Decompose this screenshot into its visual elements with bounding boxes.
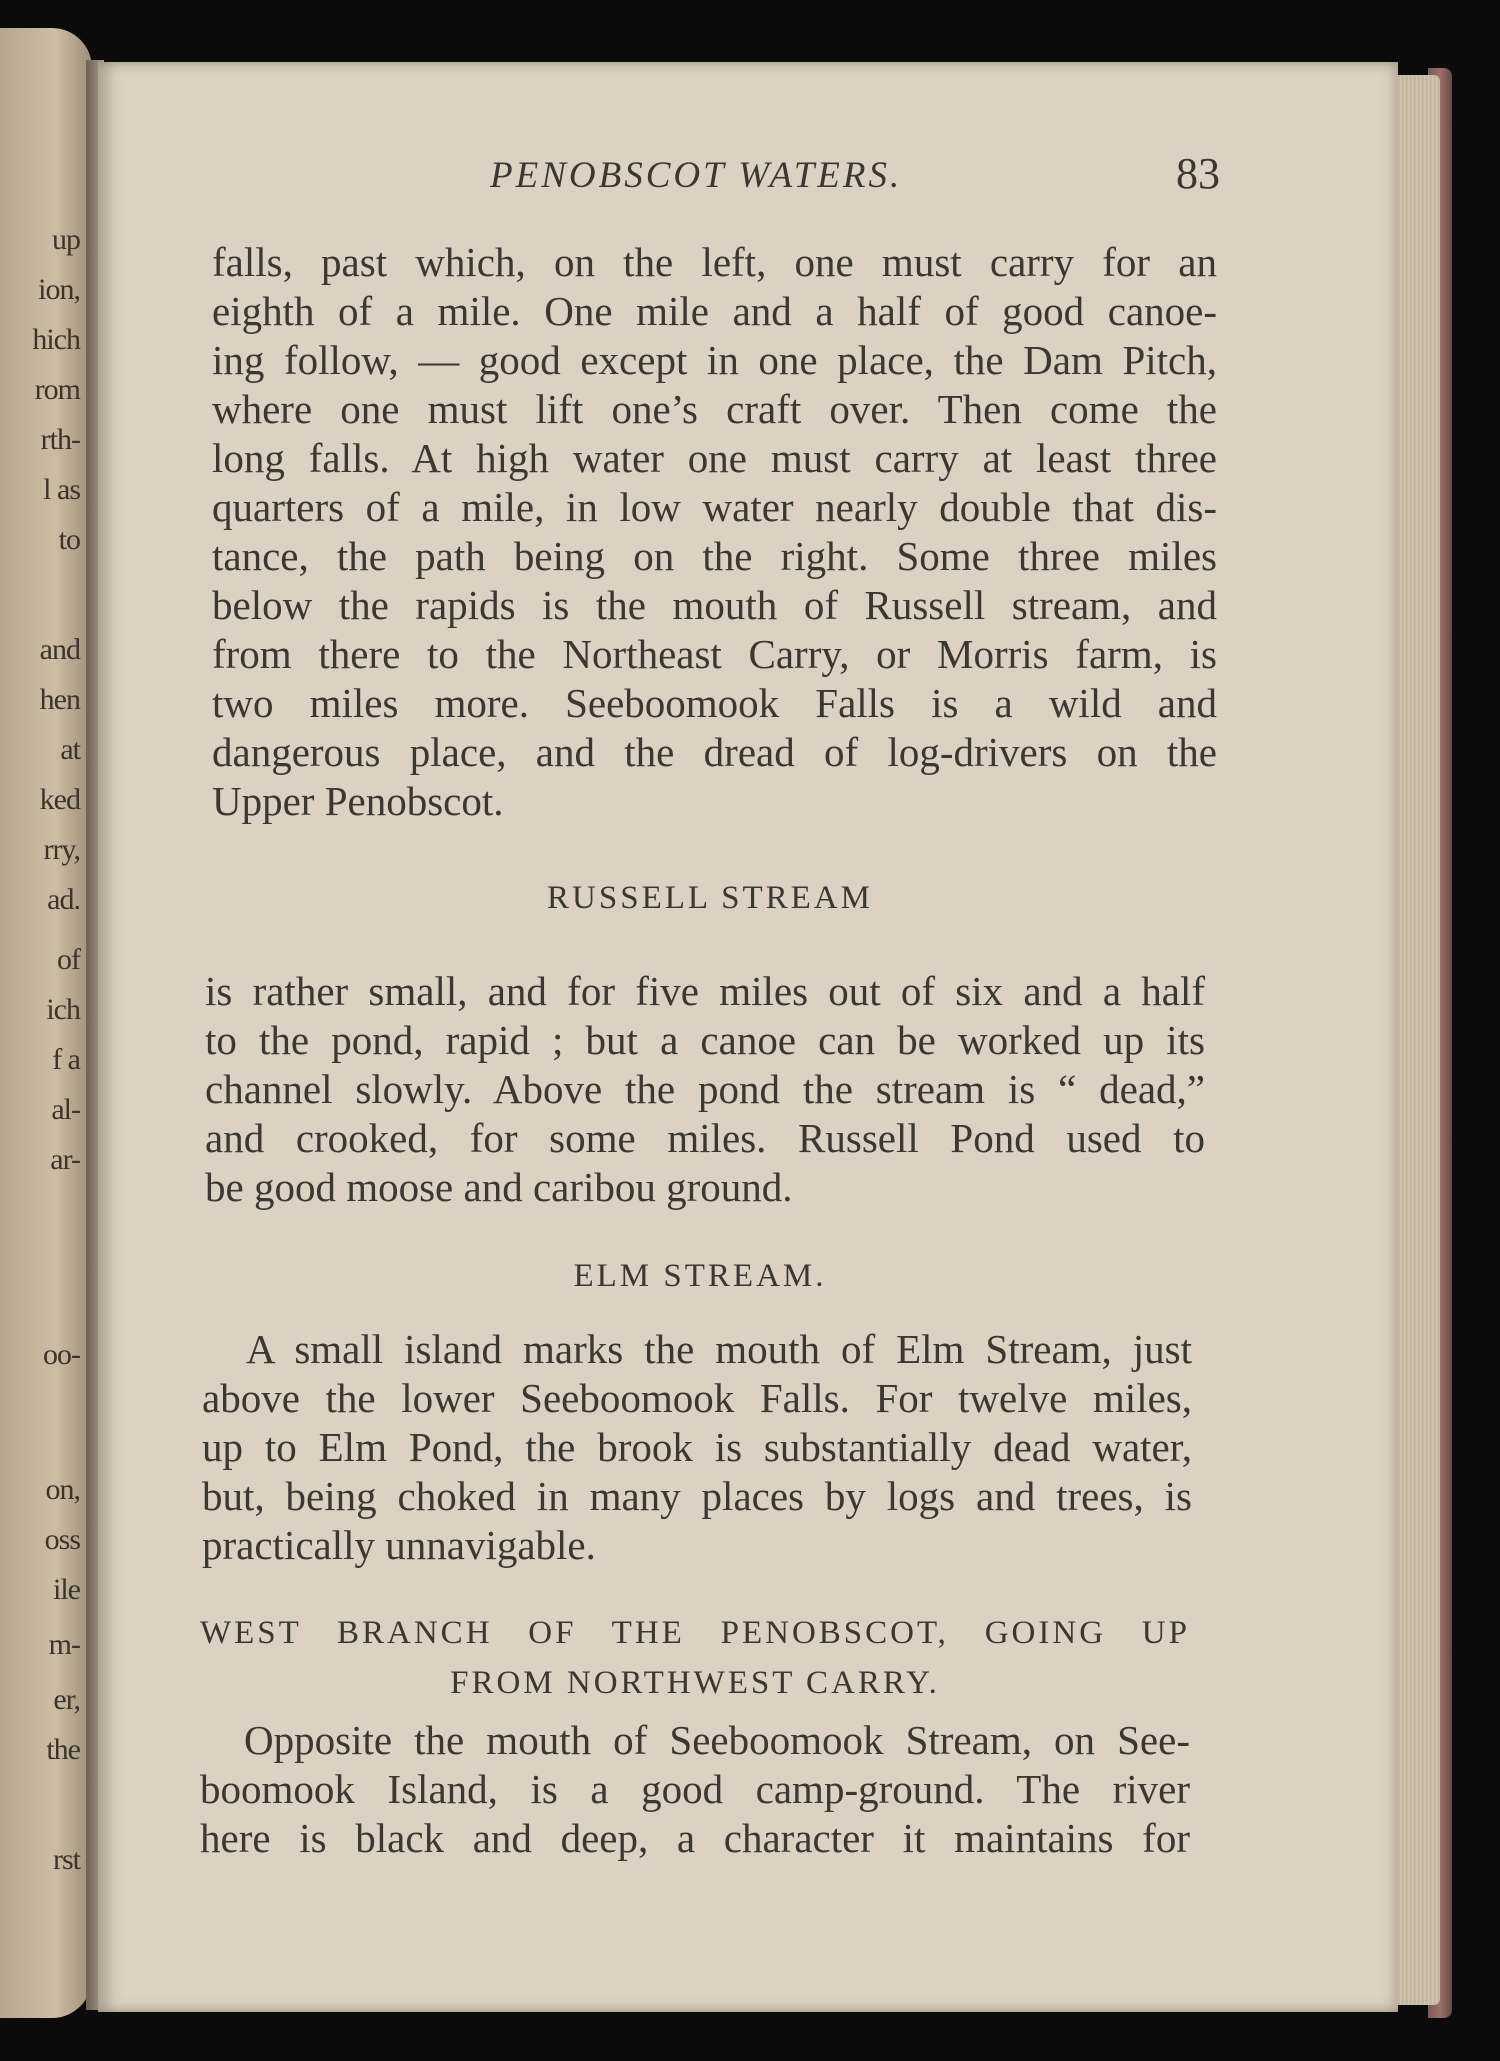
text-line: but, being choked in many places by logs and trees, is bbox=[202, 1473, 1192, 1519]
prev-page-fragment: ar- bbox=[50, 1143, 80, 1176]
prev-page-fragment: the bbox=[46, 1733, 80, 1766]
text-line: Upper Penobscot. bbox=[212, 778, 504, 824]
heading-line: WEST BRANCH OF THE PENOBSCOT, GOING UP bbox=[200, 1615, 1190, 1651]
prev-page-fragment: ich bbox=[46, 993, 80, 1026]
text-line: where one must lift one’s craft over. Then come the bbox=[212, 386, 1217, 432]
prev-page-fragment: al- bbox=[51, 1093, 80, 1126]
text-line: Opposite the mouth of Seeboomook Stream, on See- bbox=[244, 1717, 1190, 1763]
text-line: above the lower Seeboomook Falls. For twelve miles, bbox=[202, 1375, 1192, 1421]
text-line: two miles more. Seeboomook Falls is a wild and bbox=[212, 680, 1217, 726]
prev-page-fragment: f a bbox=[52, 1043, 80, 1076]
previous-page bbox=[0, 28, 92, 2018]
prev-page-fragment: ile bbox=[53, 1573, 80, 1606]
prev-page-fragment: oss bbox=[44, 1523, 80, 1556]
text-line: up to Elm Pond, the brook is substantially dead water, bbox=[202, 1424, 1192, 1470]
prev-page-fragment: ad. bbox=[47, 883, 80, 916]
prev-page-fragment: at bbox=[60, 733, 80, 766]
text-line: and crooked, for some miles. Russell Pond used to bbox=[205, 1115, 1205, 1161]
prev-page-fragment: l as bbox=[43, 473, 80, 506]
prev-page-fragment: rry, bbox=[43, 833, 80, 866]
prev-page-fragment: rth- bbox=[40, 423, 80, 456]
text-line: is rather small, and for five miles out of six and a half bbox=[205, 968, 1205, 1014]
prev-page-fragment: oo- bbox=[43, 1338, 80, 1371]
text-line: practically unnavigable. bbox=[202, 1522, 596, 1568]
section-heading-russell-stream: RUSSELL STREAM bbox=[547, 880, 873, 916]
prev-page-fragment: rom bbox=[34, 373, 80, 406]
text-line: long falls. At high water one must carry at least three bbox=[212, 435, 1217, 481]
prev-page-fragment: and bbox=[39, 633, 80, 666]
prev-page-fragment: er, bbox=[53, 1683, 80, 1716]
prev-page-fragment: hen bbox=[39, 683, 80, 716]
page-number: 83 bbox=[1176, 149, 1220, 198]
text-line: here is black and deep, a character it maintains for bbox=[200, 1815, 1190, 1861]
prev-page-fragment: rst bbox=[53, 1843, 80, 1876]
text-line: below the rapids is the mouth of Russell stream, and bbox=[212, 582, 1217, 628]
prev-page-fragment: ion, bbox=[38, 273, 80, 306]
prev-page-fragment: to bbox=[58, 523, 80, 556]
prev-page-fragment: m- bbox=[48, 1628, 80, 1661]
text-line: falls, past which, on the left, one must carry for an bbox=[212, 239, 1217, 285]
section-heading-west-branch bbox=[200, 1608, 1190, 1708]
text-line: boomook Island, is a good camp-ground. The river bbox=[200, 1766, 1190, 1812]
paragraph-falls bbox=[212, 238, 1217, 826]
text-line: to the pond, rapid ; but a canoe can be worked up its bbox=[205, 1017, 1205, 1063]
section-heading-elm-stream: ELM STREAM. bbox=[573, 1258, 827, 1294]
running-title: PENOBSCOT WATERS. bbox=[490, 155, 903, 196]
prev-page-fragment: up bbox=[52, 223, 80, 256]
paragraph-russell-stream bbox=[205, 967, 1205, 1212]
text-line: eighth of a mile. One mile and a half of good canoe- bbox=[212, 288, 1217, 334]
prev-page-fragment: ked bbox=[39, 783, 80, 816]
paragraph-west-branch bbox=[200, 1716, 1190, 1863]
heading-line: FROM NORTHWEST CARRY. bbox=[450, 1665, 940, 1701]
running-header bbox=[200, 148, 1220, 208]
prev-page-fragment: hich bbox=[32, 323, 80, 356]
text-line: be good moose and caribou ground. bbox=[205, 1164, 793, 1210]
prev-page-fragment: on, bbox=[45, 1473, 80, 1506]
text-line: dangerous place, and the dread of log-drivers on the bbox=[212, 729, 1217, 775]
text-line: tance, the path being on the right. Some three miles bbox=[212, 533, 1217, 579]
prev-page-fragment: of bbox=[57, 943, 80, 976]
text-line: channel slowly. Above the pond the stream is “ dead,” bbox=[205, 1066, 1205, 1112]
text-line: ing follow, — good except in one place, the Dam Pitch, bbox=[212, 337, 1217, 383]
paragraph-elm-stream bbox=[202, 1325, 1192, 1570]
text-line: from there to the Northeast Carry, or Morris farm, is bbox=[212, 631, 1217, 677]
text-line: quarters of a mile, in low water nearly double that dis- bbox=[212, 484, 1217, 530]
text-line: A small island marks the mouth of Elm Stream, just bbox=[246, 1326, 1192, 1372]
